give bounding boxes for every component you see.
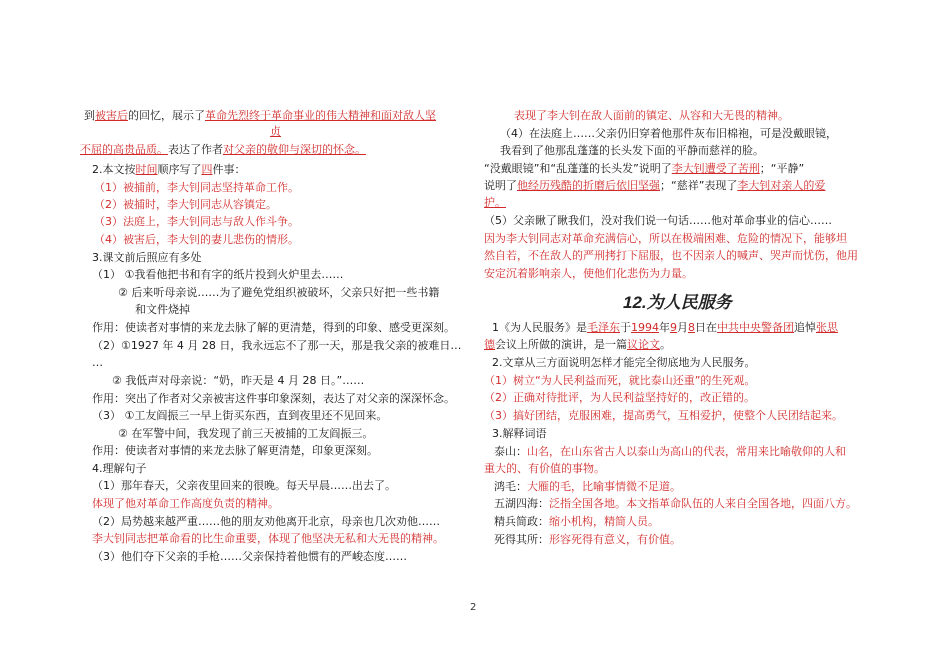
answer-underlined: 革命先烈终于革命事业的伟大精神和面对敌人坚 xyxy=(205,109,436,122)
q4-title: 4.理解句子 xyxy=(92,462,147,475)
q3-line: （3） ①工友阎振三一早上街买东西，直到夜里还不见回来。 xyxy=(92,409,388,422)
text: 于 xyxy=(620,321,631,334)
answer-underlined: 8 xyxy=(688,321,695,334)
definition: 缩小机构，精简人员。 xyxy=(549,515,659,528)
q4-sentence: （3）他们夺下父亲的手枪……父亲保持着他惯有的严峻态度…… xyxy=(92,550,407,563)
text-line xyxy=(484,161,804,177)
text: 月 xyxy=(677,321,688,334)
answer-underlined: 毛泽东 xyxy=(587,321,620,334)
answer-underlined: 四 xyxy=(201,163,213,176)
intro-line-1b: 贞 xyxy=(270,125,281,138)
q3-line: … xyxy=(92,356,103,369)
answer-line: （1）树立“为人民利益而死，就比泰山还重”的生死观。 xyxy=(484,374,756,387)
text: 2.本文按 xyxy=(92,163,136,176)
text-line: 3.解释词语 xyxy=(492,427,547,440)
term: 精兵简政： xyxy=(494,515,549,528)
text: 会议上所做的演讲，是一篇 xyxy=(495,338,627,351)
answer-underlined: 李大钊遭受了苦刑 xyxy=(671,162,760,175)
q3-line: ② 在军警中间，我发现了前三天被捕的工友阎振三。 xyxy=(118,427,374,440)
text: 年 xyxy=(659,321,670,334)
q4-sentence: （2）局势越来越严重……他的朋友劝他离开北京，母亲也几次劝他…… xyxy=(92,515,440,528)
q4-answer: 体现了他对革命工作高度负责的精神。 xyxy=(92,497,279,510)
definition: 山名，在山东省古人以泰山为高山的代表，常用来比喻敬仰的人和 xyxy=(527,445,846,458)
q3-line: （2）①1927 年 4 月 28 日，我永远忘不了那一天，那是我父亲的被难日… xyxy=(92,339,462,352)
text: 顺序写了 xyxy=(157,163,202,176)
text-line xyxy=(484,178,825,194)
text: 件事： xyxy=(212,163,246,176)
text: 1《为人民服务》是 xyxy=(492,321,587,334)
q3-title: 3.课文前后照应有多处 xyxy=(92,251,202,264)
q2-event: （3）法庭上，李大钊同志与敌人作斗争。 xyxy=(94,215,299,228)
answer-line: （2）正确对待批评，为人民利益坚持好的，改正错的。 xyxy=(484,391,755,404)
text: ；“平静” xyxy=(759,162,805,175)
text-line: （4）在法庭上……父亲仍旧穿着他那件灰布旧棉袍，可是没戴眼镜， xyxy=(500,127,837,140)
term: 五湖四海： xyxy=(494,497,549,510)
q2-event: （2）被捕时，李大钊同志从容镇定。 xyxy=(94,198,277,211)
answer-underlined: 中共中央警备团 xyxy=(717,321,794,334)
term: 鸿毛： xyxy=(494,480,527,493)
term: 死得其所： xyxy=(494,533,549,546)
answer-underlined: 不屈的高贵品质。 xyxy=(80,143,168,156)
text-line xyxy=(484,337,671,353)
answer-line: 安定沉着影响亲人，使他们化悲伤为力量。 xyxy=(484,267,693,280)
answer-underlined: 9 xyxy=(670,321,677,334)
q3-line: 作用：使读者对事情的来龙去脉了解更清楚，印象更深刻。 xyxy=(92,444,378,457)
text: ；“慈祥”表现了 xyxy=(660,179,738,192)
answer-underlined: 李大钊对亲人的爱 xyxy=(737,179,826,192)
answer-underlined: 对父亲的敬仰与深切的怀念。 xyxy=(223,143,366,156)
q2-event: （1）被捕前，李大钊同志坚持革命工作。 xyxy=(94,181,299,194)
answer-underlined: 被害后 xyxy=(95,109,128,122)
text: 日在 xyxy=(695,321,717,334)
answer-underlined: 议论文 xyxy=(627,338,660,351)
definition: 大雁的毛，比喻事情微不足道。 xyxy=(527,480,681,493)
text: 说明了 xyxy=(484,179,517,192)
q2-title xyxy=(92,162,246,178)
term-line xyxy=(494,479,681,495)
q4-answer: 李大钊同志把革命看的比生命重要，体现了他坚决无私和大无畏的精神。 xyxy=(92,532,444,545)
answer-line: 表现了李大钊在敌人面前的镇定、从容和大无畏的精神。 xyxy=(514,109,789,122)
q3-line: ② 我低声对母亲说：“奶，昨天是 4 月 28 日。”…… xyxy=(112,374,365,387)
text: 。 xyxy=(660,338,671,351)
term: 泰山： xyxy=(494,445,527,458)
q3-line: 作用：突出了作者对父亲被害这件事印象深刻，表达了对父亲的深深怀念。 xyxy=(92,392,455,405)
answer-underlined: 时间 xyxy=(135,163,158,176)
text: “没戴眼镜”和“乱蓬蓬的长头发”说明了 xyxy=(484,162,672,175)
q3-line: 作用：使读者对事情的来龙去脉了解的更清楚，得到的印象、感受更深刻。 xyxy=(92,321,455,334)
term-line xyxy=(494,444,846,460)
answer-underlined: 他经历残酷的折磨后依旧坚强 xyxy=(517,179,660,192)
text: 追悼 xyxy=(794,321,816,334)
q2-event: （4）被害后，李大钊的妻儿悲伤的情形。 xyxy=(94,233,299,246)
term-line xyxy=(494,496,857,512)
definition: 重大的、有价值的事物。 xyxy=(484,462,605,475)
answer-underlined: 1994 xyxy=(631,321,659,334)
definition: 形容死得有意义，有价值。 xyxy=(549,533,681,546)
answer-underlined: 护。 xyxy=(484,196,506,209)
q3-line: ② 后来听母亲说……为了避免党组织被破坏，父亲只好把一些书籍 xyxy=(118,286,440,299)
answer-line: 然自若，不在敌人的严刑拷打下屈服，也不因亲人的喊声、哭声而忧伤，他用 xyxy=(484,249,858,262)
text: 表达了作者 xyxy=(168,143,223,156)
q3-line: 和文件烧掉 xyxy=(135,303,190,316)
text: 的回忆，展示了 xyxy=(128,109,205,122)
definition: 泛指全国各地。本文指革命队伍的人来自全国各地，四面八方。 xyxy=(549,497,857,510)
answer-line: （3）搞好团结，克服困难，提高勇气，互相爱护，使整个人民团结起来。 xyxy=(484,409,843,422)
page-number: 2 xyxy=(470,602,477,613)
term-line xyxy=(494,514,659,530)
answer-underlined: 德 xyxy=(484,338,495,351)
answer-line: 因为李大钊同志对革命充满信心，所以在极端困难、危险的情况下，能够坦 xyxy=(484,232,847,245)
text-line: （5）父亲瞅了瞅我们，没对我们说一句话……他对革命事业的信心…… xyxy=(484,214,832,227)
lesson-heading: 12.为人民服务 xyxy=(623,293,732,312)
text-line: 2.文章从三方面说明怎样才能完全彻底地为人民服务。 xyxy=(492,356,756,369)
text-line xyxy=(492,320,838,336)
text: 到 xyxy=(84,109,95,122)
q4-sentence: （1）那年春天，父亲夜里回来的很晚。每天早晨……出去了。 xyxy=(92,479,396,492)
text-line: 我看到了他那乱蓬蓬的长头发下面的平静而慈祥的脸。 xyxy=(500,144,764,157)
intro-line-1 xyxy=(84,108,436,124)
intro-line-2 xyxy=(80,142,366,158)
q3-line: （1） ①我看他把书和有字的纸片投到火炉里去…… xyxy=(92,268,344,281)
answer-underlined: 张思 xyxy=(816,321,838,334)
term-line xyxy=(494,532,681,548)
